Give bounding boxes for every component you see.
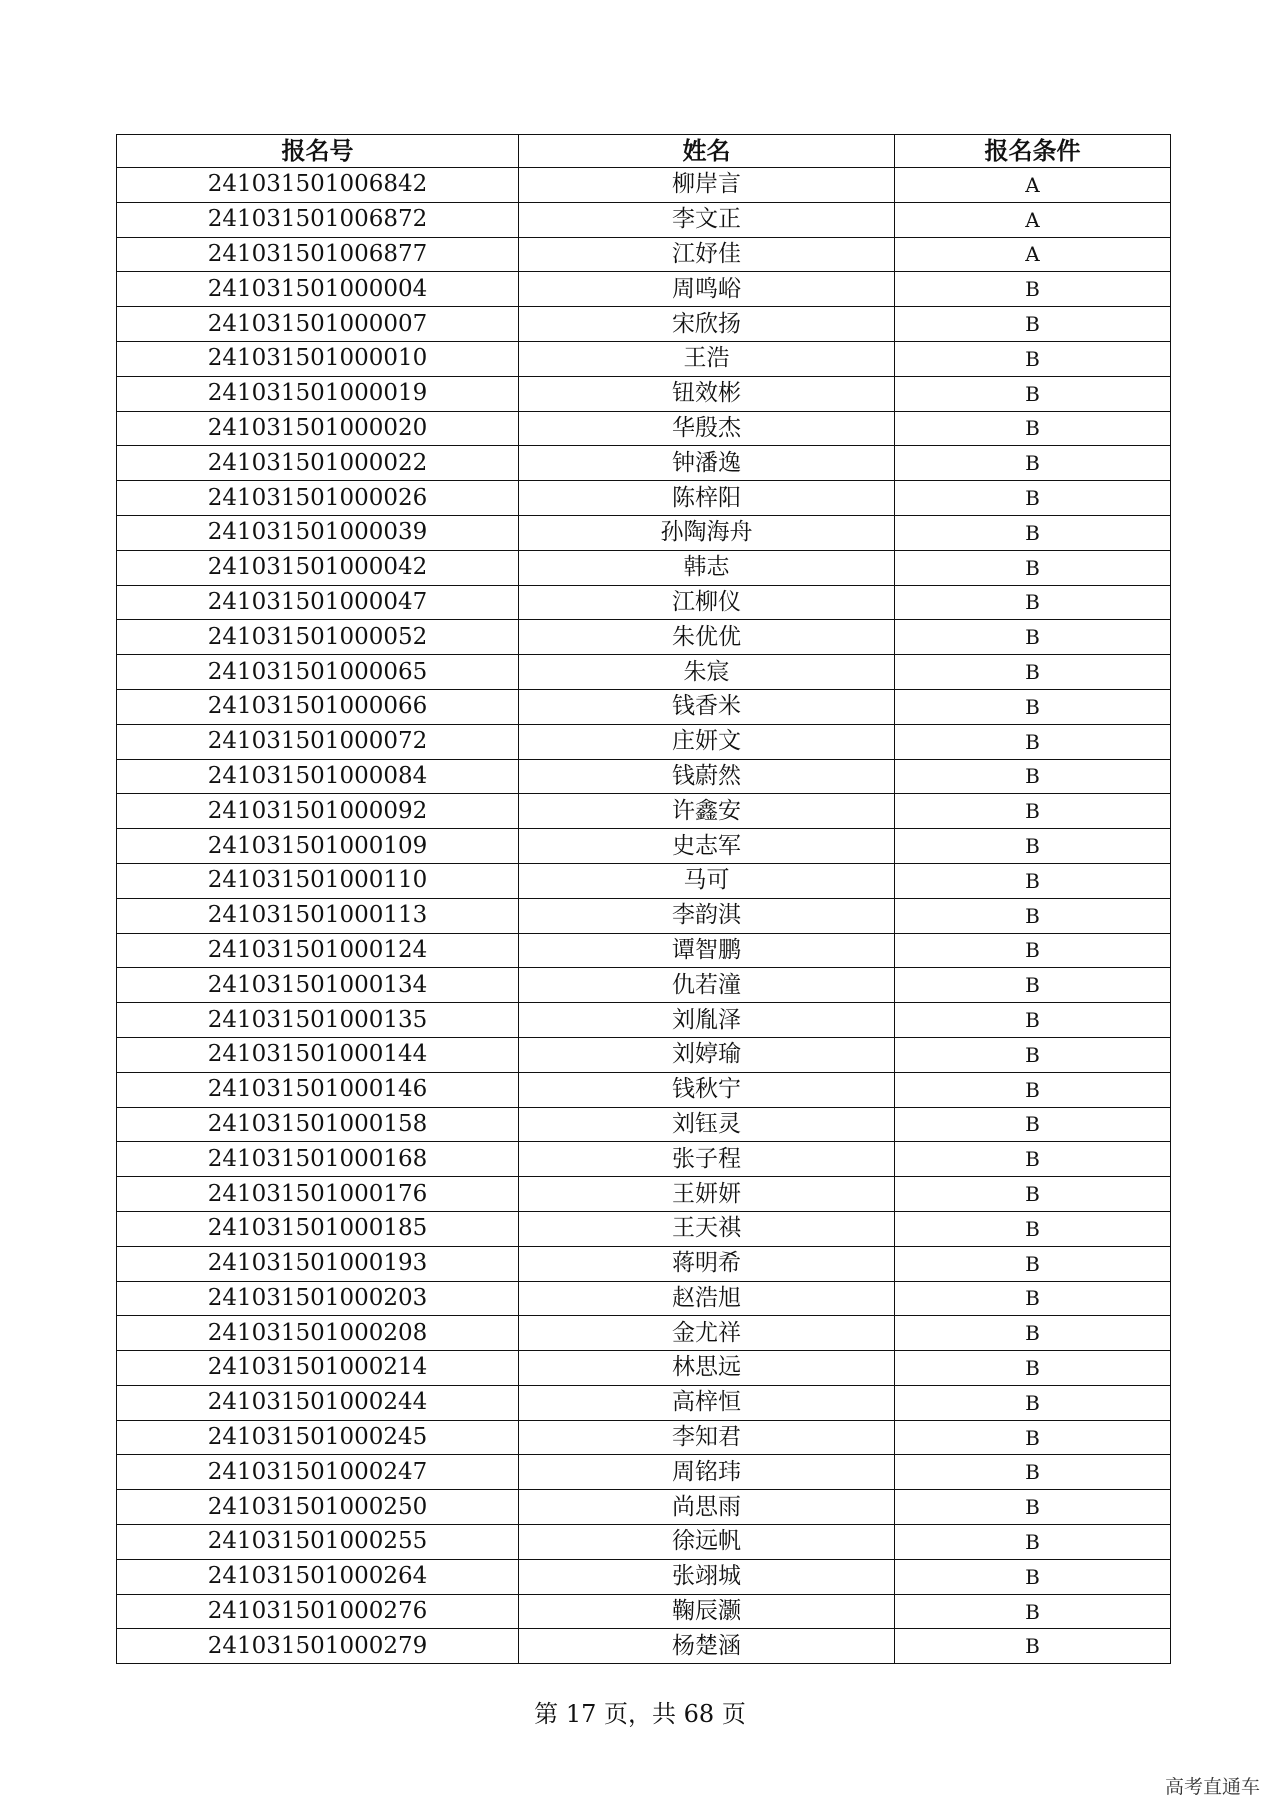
condition-cell: B	[895, 1037, 1171, 1072]
condition-cell: B	[895, 307, 1171, 342]
condition-cell: A	[895, 202, 1171, 237]
name-cell: 庄妍文	[519, 724, 895, 759]
condition-cell: B	[895, 515, 1171, 550]
table-row	[117, 655, 1171, 690]
table-row	[117, 1072, 1171, 1107]
table-row	[117, 829, 1171, 864]
registration-number-cell: 241031501000168	[117, 1142, 519, 1177]
registration-number-cell: 241031501000039	[117, 515, 519, 550]
registration-number-cell: 241031501000042	[117, 550, 519, 585]
registration-number-cell: 241031501000007	[117, 307, 519, 342]
registration-number-cell: 241031501000250	[117, 1490, 519, 1525]
condition-cell: B	[895, 550, 1171, 585]
name-cell: 许鑫安	[519, 794, 895, 829]
condition-cell: B	[895, 863, 1171, 898]
name-cell: 张子程	[519, 1142, 895, 1177]
name-cell: 朱优优	[519, 620, 895, 655]
name-cell: 周铭玮	[519, 1455, 895, 1490]
table-row	[117, 794, 1171, 829]
registration-number-cell: 241031501000193	[117, 1246, 519, 1281]
registration-number-cell: 241031501000022	[117, 446, 519, 481]
registration-number-cell: 241031501000245	[117, 1420, 519, 1455]
condition-cell: B	[895, 585, 1171, 620]
roster-table	[116, 134, 1171, 1664]
table-row	[117, 1107, 1171, 1142]
table-row	[117, 446, 1171, 481]
name-cell: 金尤祥	[519, 1316, 895, 1351]
registration-number-cell: 241031501000026	[117, 481, 519, 516]
condition-cell: B	[895, 1246, 1171, 1281]
condition-cell: B	[895, 446, 1171, 481]
registration-number-cell: 241031501000276	[117, 1594, 519, 1629]
condition-cell: B	[895, 724, 1171, 759]
condition-cell: B	[895, 794, 1171, 829]
registration-number-cell: 241031501000134	[117, 968, 519, 1003]
condition-cell: B	[895, 1142, 1171, 1177]
name-cell: 钮效彬	[519, 376, 895, 411]
name-cell: 刘钰灵	[519, 1107, 895, 1142]
condition-cell: B	[895, 1177, 1171, 1212]
table-row	[117, 411, 1171, 446]
condition-cell: B	[895, 1003, 1171, 1038]
condition-cell: B	[895, 1351, 1171, 1386]
condition-cell: B	[895, 655, 1171, 690]
registration-number-cell: 241031501000176	[117, 1177, 519, 1212]
name-cell: 仇若潼	[519, 968, 895, 1003]
condition-cell: B	[895, 1490, 1171, 1525]
condition-cell: B	[895, 1420, 1171, 1455]
table-row	[117, 1490, 1171, 1525]
condition-cell: B	[895, 376, 1171, 411]
registration-number-cell: 241031501000052	[117, 620, 519, 655]
registration-number-cell: 241031501000144	[117, 1037, 519, 1072]
name-cell: 孙陶海舟	[519, 515, 895, 550]
footer-total-pages: 68	[683, 1700, 715, 1728]
footer-suffix: 页	[721, 1700, 746, 1728]
registration-number-cell: 241031501006877	[117, 237, 519, 272]
table-row	[117, 620, 1171, 655]
table-row	[117, 1211, 1171, 1246]
table-row	[117, 1003, 1171, 1038]
table-row	[117, 689, 1171, 724]
condition-cell: B	[895, 689, 1171, 724]
name-cell: 史志军	[519, 829, 895, 864]
table-row	[117, 1559, 1171, 1594]
table-row	[117, 481, 1171, 516]
table-row	[117, 341, 1171, 376]
registration-number-cell: 241031501000214	[117, 1351, 519, 1386]
name-cell: 宋欣扬	[519, 307, 895, 342]
table-row	[117, 237, 1171, 272]
name-cell: 王天祺	[519, 1211, 895, 1246]
name-cell: 王浩	[519, 341, 895, 376]
footer-page-number: 17	[565, 1700, 597, 1728]
name-cell: 钱秋宁	[519, 1072, 895, 1107]
table-row	[117, 307, 1171, 342]
registration-number-cell: 241031501000135	[117, 1003, 519, 1038]
name-cell: 张翊城	[519, 1559, 895, 1594]
table-row	[117, 863, 1171, 898]
registration-number-cell: 241031501000244	[117, 1385, 519, 1420]
name-cell: 李文正	[519, 202, 895, 237]
table-row	[117, 1142, 1171, 1177]
name-cell: 周鸣峪	[519, 272, 895, 307]
name-cell: 高梓恒	[519, 1385, 895, 1420]
name-cell: 尚思雨	[519, 1490, 895, 1525]
registration-number-cell: 241031501006842	[117, 168, 519, 203]
name-cell: 李韵淇	[519, 898, 895, 933]
name-cell: 钟潘逸	[519, 446, 895, 481]
name-cell: 林思远	[519, 1351, 895, 1386]
registration-number-cell: 241031501000255	[117, 1525, 519, 1560]
table-header-row	[117, 135, 1171, 168]
registration-number-cell: 241031501000247	[117, 1455, 519, 1490]
table-row	[117, 1420, 1171, 1455]
condition-cell: B	[895, 1072, 1171, 1107]
name-cell: 柳岸言	[519, 168, 895, 203]
table-row	[117, 968, 1171, 1003]
table-row	[117, 1594, 1171, 1629]
registration-number-cell: 241031501000203	[117, 1281, 519, 1316]
name-cell: 江柳仪	[519, 585, 895, 620]
column-header-registration-condition: 报名条件	[895, 135, 1171, 168]
name-cell: 韩志	[519, 550, 895, 585]
condition-cell: B	[895, 620, 1171, 655]
registration-number-cell: 241031501000113	[117, 898, 519, 933]
table-row	[117, 898, 1171, 933]
column-header-registration-number: 报名号	[117, 135, 519, 168]
registration-number-cell: 241031501000004	[117, 272, 519, 307]
table-row	[117, 202, 1171, 237]
name-cell: 李知君	[519, 1420, 895, 1455]
registration-number-cell: 241031501000065	[117, 655, 519, 690]
table-row	[117, 1525, 1171, 1560]
name-cell: 钱香米	[519, 689, 895, 724]
name-cell: 华殷杰	[519, 411, 895, 446]
registration-number-cell: 241031501000124	[117, 933, 519, 968]
table-row	[117, 1281, 1171, 1316]
registration-number-cell: 241031501000158	[117, 1107, 519, 1142]
registration-number-cell: 241031501000047	[117, 585, 519, 620]
registration-number-cell: 241031501000072	[117, 724, 519, 759]
registration-number-cell: 241031501000092	[117, 794, 519, 829]
table-row	[117, 1629, 1171, 1664]
name-cell: 陈梓阳	[519, 481, 895, 516]
table-row	[117, 759, 1171, 794]
condition-cell: B	[895, 341, 1171, 376]
condition-cell: B	[895, 1107, 1171, 1142]
registration-number-cell: 241031501000019	[117, 376, 519, 411]
name-cell: 鞠辰灏	[519, 1594, 895, 1629]
condition-cell: B	[895, 1559, 1171, 1594]
table-row	[117, 272, 1171, 307]
condition-cell: B	[895, 1594, 1171, 1629]
page-footer	[0, 1694, 1280, 1729]
registration-number-cell: 241031501000066	[117, 689, 519, 724]
condition-cell: B	[895, 1211, 1171, 1246]
condition-cell: B	[895, 933, 1171, 968]
table-row	[117, 1246, 1171, 1281]
registration-number-cell: 241031501000110	[117, 863, 519, 898]
table-row	[117, 1037, 1171, 1072]
name-cell: 谭智鹏	[519, 933, 895, 968]
table-row	[117, 585, 1171, 620]
name-cell: 江妤佳	[519, 237, 895, 272]
footer-prefix: 第	[534, 1700, 559, 1728]
condition-cell: B	[895, 1525, 1171, 1560]
registration-number-cell: 241031501000279	[117, 1629, 519, 1664]
condition-cell: B	[895, 1629, 1171, 1664]
condition-cell: B	[895, 411, 1171, 446]
registration-number-cell: 241031501000185	[117, 1211, 519, 1246]
registration-number-cell: 241031501006872	[117, 202, 519, 237]
table-row	[117, 1351, 1171, 1386]
table-row	[117, 550, 1171, 585]
name-cell: 朱宸	[519, 655, 895, 690]
condition-cell: B	[895, 272, 1171, 307]
name-cell: 徐远帆	[519, 1525, 895, 1560]
registration-number-cell: 241031501000146	[117, 1072, 519, 1107]
registration-number-cell: 241031501000208	[117, 1316, 519, 1351]
condition-cell: B	[895, 1281, 1171, 1316]
condition-cell: B	[895, 829, 1171, 864]
condition-cell: B	[895, 898, 1171, 933]
condition-cell: B	[895, 1455, 1171, 1490]
registration-number-cell: 241031501000010	[117, 341, 519, 376]
condition-cell: B	[895, 1385, 1171, 1420]
table-row	[117, 1385, 1171, 1420]
condition-cell: B	[895, 1316, 1171, 1351]
table-row	[117, 168, 1171, 203]
table-row	[117, 1455, 1171, 1490]
registration-number-cell: 241031501000084	[117, 759, 519, 794]
roster-sheet	[116, 134, 1170, 1664]
name-cell: 王妍妍	[519, 1177, 895, 1212]
name-cell: 刘胤泽	[519, 1003, 895, 1038]
table-row	[117, 724, 1171, 759]
name-cell: 钱蔚然	[519, 759, 895, 794]
name-cell: 赵浩旭	[519, 1281, 895, 1316]
table-row	[117, 515, 1171, 550]
watermark-text: 高考直通车	[1164, 1776, 1260, 1798]
condition-cell: A	[895, 237, 1171, 272]
registration-number-cell: 241031501000020	[117, 411, 519, 446]
name-cell: 马可	[519, 863, 895, 898]
condition-cell: B	[895, 968, 1171, 1003]
condition-cell: A	[895, 168, 1171, 203]
condition-cell: B	[895, 759, 1171, 794]
footer-middle: 页，共	[604, 1700, 676, 1728]
name-cell: 刘婷瑜	[519, 1037, 895, 1072]
name-cell: 蒋明希	[519, 1246, 895, 1281]
table-row	[117, 376, 1171, 411]
condition-cell: B	[895, 481, 1171, 516]
table-row	[117, 933, 1171, 968]
table-row	[117, 1316, 1171, 1351]
table-row	[117, 1177, 1171, 1212]
registration-number-cell: 241031501000264	[117, 1559, 519, 1594]
table-body	[117, 168, 1171, 1664]
column-header-name: 姓名	[519, 135, 895, 168]
registration-number-cell: 241031501000109	[117, 829, 519, 864]
name-cell: 杨楚涵	[519, 1629, 895, 1664]
